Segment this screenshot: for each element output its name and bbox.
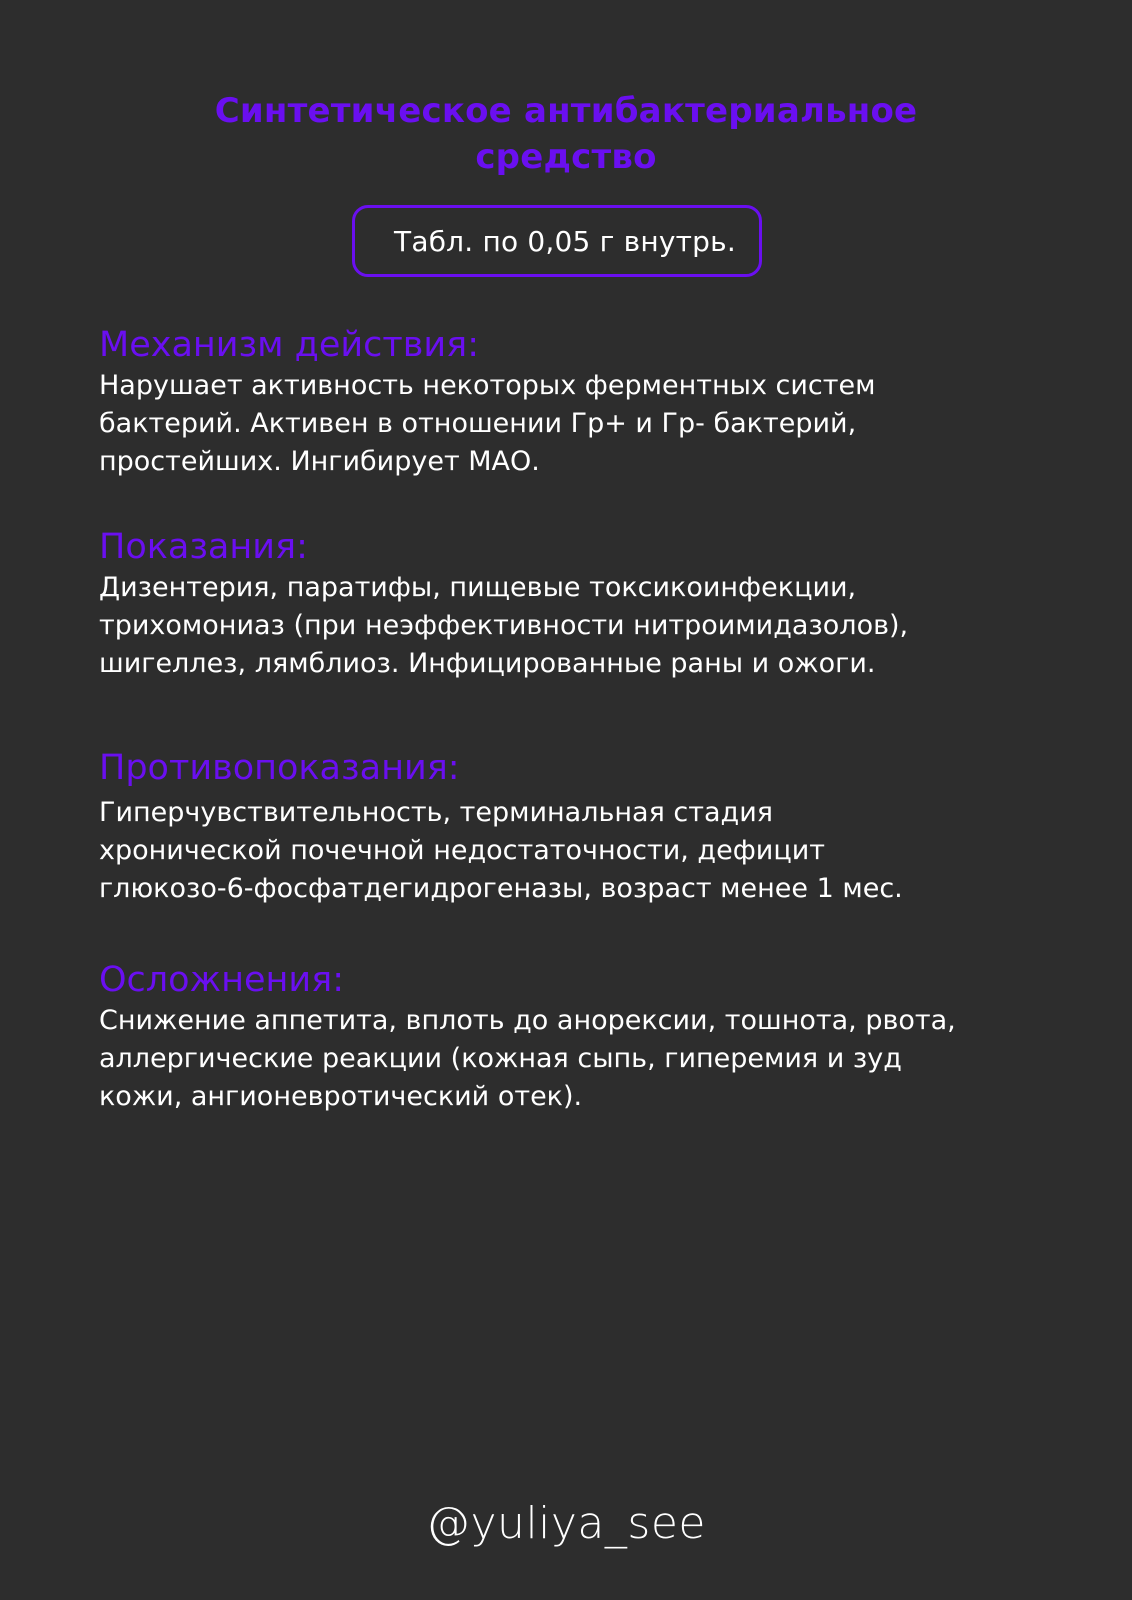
contraindications-text <box>99 794 1059 908</box>
page-title <box>0 88 1132 180</box>
contraindications-line: Гиперчувствительность, терминальная стадия <box>99 797 773 828</box>
author-signature: @yuliya_see <box>426 1498 706 1549</box>
section-mechanism <box>99 323 1059 481</box>
complications-line: аллергические реакции (кожная сыпь, гиперемия и зуд <box>99 1043 902 1074</box>
contraindications-heading: Противопоказания: <box>99 748 460 788</box>
complications-text <box>99 1002 1059 1116</box>
contraindications-line: глюкозо-6-фосфатдегидрогеназы, возраст менее 1 мес. <box>99 873 903 904</box>
indications-text <box>99 569 1059 683</box>
complications-line: кожи, ангионевротический отек). <box>99 1081 583 1112</box>
mechanism-line: Нарушает активность некоторых ферментных систем <box>99 370 876 401</box>
indications-line: Дизентерия, паратифы, пищевые токсикоинфекции, <box>99 572 857 603</box>
mechanism-line: простейших. Ингибирует МАО. <box>99 446 540 477</box>
indications-line: шигеллез, лямблиоз. Инфицированные раны и ожоги. <box>99 648 876 679</box>
indications-line: трихомониаз (при неэффективности нитроимидазолов), <box>99 610 909 641</box>
complications-heading: Осложнения: <box>99 960 344 1000</box>
complications-line: Снижение аппетита, вплоть до анорексии, тошнота, рвота, <box>99 1005 956 1036</box>
indications-heading: Показания: <box>99 527 308 567</box>
section-complications <box>99 958 1059 1116</box>
title-line-2: средство <box>475 137 657 177</box>
mechanism-line: бактерий. Активен в отношении Гр+ и Гр- бактерий, <box>99 408 857 439</box>
contraindications-line: хронической почечной недостаточности, дефицит <box>99 835 825 866</box>
title-line-1: Синтетическое антибактериальное <box>214 91 918 131</box>
dosage-text: Табл. по 0,05 г внутрь. <box>394 224 736 258</box>
section-contraindications <box>99 746 1059 908</box>
section-indications <box>99 525 1059 683</box>
mechanism-heading: Механизм действия: <box>99 325 479 365</box>
dosage-box <box>352 205 762 277</box>
mechanism-text <box>99 367 1059 481</box>
